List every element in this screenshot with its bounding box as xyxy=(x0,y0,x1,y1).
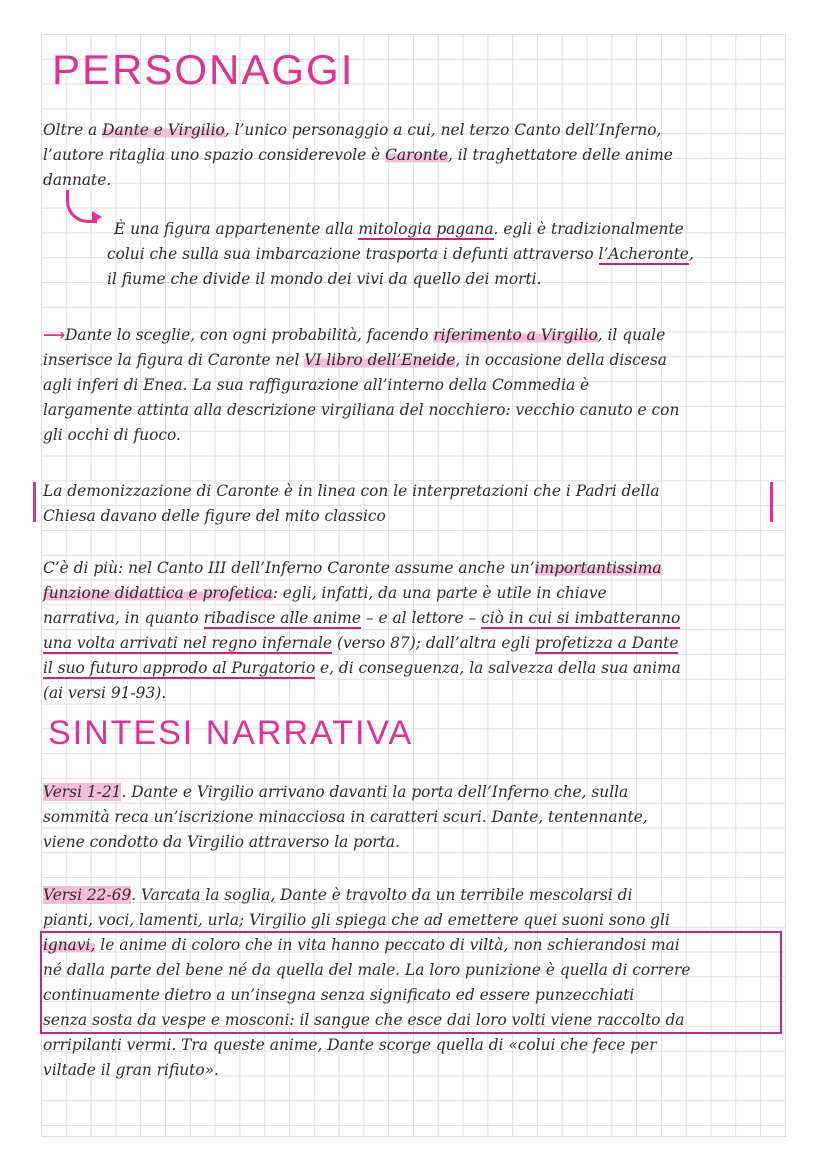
mito-line-2: colui che sulla sua imbarcazione trasporta i defunti attraverso l’Acheronte, xyxy=(107,245,694,263)
highlight-caronte: Caronte xyxy=(385,146,448,164)
funzione-line-1: C’è di più: nel Canto III dell’Inferno Caronte assume anche un’importantissima xyxy=(43,559,662,577)
highlight-importantissima: importantissima xyxy=(534,559,662,577)
versi2-line-4: né dalla parte del bene né da quella del male. La loro punizione è quella di correre xyxy=(43,961,691,979)
versi-22-69-label: Versi 22-69 xyxy=(43,886,132,904)
versi-1-21-label: Versi 1-21 xyxy=(43,783,122,801)
highlight-dante-virgilio: Dante e Virgilio xyxy=(102,121,225,139)
demon-line-2: Chiesa davano delle figure del mito classico xyxy=(43,507,386,525)
funzione-line-5: il suo futuro approdo al Purgatorio e, di conseguenza, la salvezza della sua anima xyxy=(43,659,681,677)
virgilio-line-2: inserisce la figura di Caronte nel VI libro dell’Eneide, in occasione della discesa xyxy=(43,351,667,369)
versi2-line-1: Versi 22-69. Varcata la soglia, Dante è travolto da un terribile mescolarsi di xyxy=(43,886,633,904)
highlight-eneide: VI libro dell’Eneide xyxy=(304,351,456,369)
highlight-riferimento: riferimento a Virgilio xyxy=(433,326,598,344)
underline-purgatorio: il suo futuro approdo al Purgatorio xyxy=(43,659,316,677)
demon-line-1: La demonizzazione di Caronte è in linea con le interpretazioni che i Padri della xyxy=(43,482,660,500)
versi2-line-5: continuamente dietro a un’insegna senza significato ed essere punzecchiati xyxy=(43,986,635,1004)
funzione-line-6: (ai versi 91-93). xyxy=(43,684,167,702)
versi2-line-2: pianti, voci, lamenti, urla; Virgilio gli spiega che ad emettere quei suoni sono gli xyxy=(43,911,670,929)
underline-profetizza: profetizza a Dante xyxy=(535,634,679,652)
versi2-line-7: orripilanti vermi. Tra queste anime, Dante scorge quella di «colui che fece per xyxy=(43,1036,657,1054)
mito-line-3: il fiume che divide il mondo dei vivi da quello dei morti. xyxy=(107,270,542,288)
mito-line-1: È una figura appartenente alla mitologia pagana. egli è tradizionalmente xyxy=(114,220,684,238)
funzione-line-2: funzione didattica e profetica: egli, infatti, da una parte è utile in chiave xyxy=(43,584,607,602)
underline-imbatteranno: ciò in cui si imbatteranno xyxy=(481,609,681,627)
versi1-line-2: sommità reca un’iscrizione minacciosa in caratteri scuri. Dante, tentennante, xyxy=(43,808,648,826)
funzione-line-3: narrativa, in quanto ribadisce alle anime – e al lettore – ciò in cui si imbatteranno xyxy=(43,609,681,627)
intro-line-2: l’autore ritaglia uno spazio considerevole è Caronte, il traghettatore delle anime xyxy=(43,146,673,164)
underline-mitologia: mitologia pagana xyxy=(358,220,494,238)
virgilio-line-5: gli occhi di fuoco. xyxy=(43,426,181,444)
underline-ribadisce: ribadisce alle anime xyxy=(203,609,362,627)
versi2-line-3: ignavi, le anime di coloro che in vita hanno peccato di viltà, non schierandosi mai xyxy=(43,936,680,954)
title-personaggi: PERSONAGGI xyxy=(52,46,355,93)
left-bracket-bar xyxy=(33,482,36,522)
underline-acheronte: l’Acheronte xyxy=(598,245,689,263)
underline-regno: una volta arrivati nel regno infernale xyxy=(43,634,333,652)
virgilio-line-1: ⟶Dante lo sceglie, con ogni probabilità, facendo riferimento a Virgilio, il quale xyxy=(43,326,666,344)
versi2-line-6: senza sosta da vespe e mosconi: il sangue che esce dai loro volti viene raccolto da xyxy=(43,1011,685,1029)
intro-line-3: dannate. xyxy=(43,171,112,189)
versi2-line-8: viltade il gran rifiuto». xyxy=(43,1061,219,1079)
funzione-line-4: una volta arrivati nel regno infernale (verso 87); dall’altra egli profetizza a Dante xyxy=(43,634,679,652)
virgilio-line-4: largamente attinta alla descrizione virgiliana del nocchiero: vecchio canuto e con xyxy=(43,401,680,419)
highlight-ignavi: ignavi, xyxy=(43,936,96,954)
title-sintesi-narrativa: SINTESI NARRATIVA xyxy=(48,714,414,752)
arrow-head-icon xyxy=(92,211,102,223)
highlight-funzione: funzione didattica e profetica xyxy=(43,584,273,602)
versi1-line-1: Versi 1-21. Dante e Virgilio arrivano davanti la porta dell’Inferno che, sulla xyxy=(43,783,629,801)
versi1-line-3: viene condotto da Virgilio attraverso la porta. xyxy=(43,833,400,851)
intro-line-1: Oltre a Dante e Virgilio, l’unico personaggio a cui, nel terzo Canto dell’Inferno, xyxy=(43,121,662,139)
right-arrow-icon: ⟶ xyxy=(43,326,66,344)
virgilio-line-3: agli inferi di Enea. La sua raffigurazione all’interno della Commedia è xyxy=(43,376,590,394)
right-bracket-bar xyxy=(770,482,773,522)
